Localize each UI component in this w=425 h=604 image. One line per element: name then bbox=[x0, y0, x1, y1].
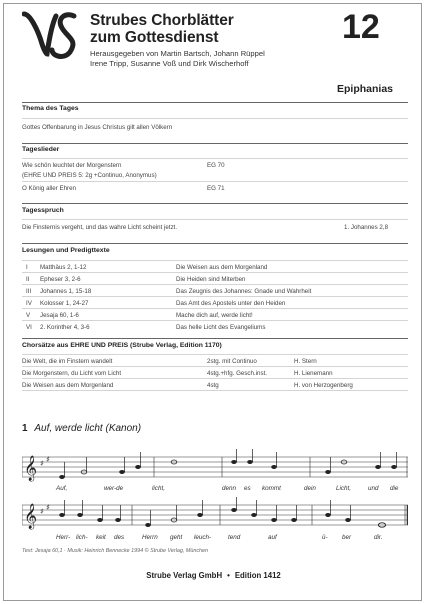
editors bbox=[90, 49, 350, 68]
row-divider bbox=[22, 272, 408, 273]
song-credit: Text: Jesaja 60,1 · Musik: Heinrich Bennecke 1994 © Strube Verlag, München bbox=[22, 548, 209, 554]
lesung-number: VI bbox=[26, 324, 32, 331]
chorsatz-voices: 2stg. mit Continuo bbox=[207, 358, 257, 365]
row-divider bbox=[22, 378, 408, 379]
section-divider bbox=[22, 143, 408, 144]
lyric-syllable: auf bbox=[268, 534, 277, 541]
tagesspruch-text: Die Finsternis vergeht, und das wahre Licht scheint jetzt. bbox=[22, 224, 178, 231]
lyric-syllable: und bbox=[368, 485, 379, 492]
tageslieder-heading: Tageslieder bbox=[22, 146, 60, 153]
title-line-1: Strubes Chorblätter bbox=[90, 12, 234, 29]
chorsatz-title: Die Welt, die im Finstern wandelt bbox=[22, 358, 113, 365]
chorblatt-page bbox=[3, 3, 422, 601]
row-divider bbox=[22, 219, 408, 220]
publisher-name: Strube Verlag GmbH bbox=[146, 571, 223, 580]
chorsatz-title: Die Weisen aus dem Morgenland bbox=[22, 382, 114, 389]
lyric-syllable: wer-de bbox=[104, 485, 124, 492]
row-divider bbox=[22, 260, 408, 261]
svg-text:𝄞: 𝄞 bbox=[24, 456, 38, 481]
lyric-syllable: ü- bbox=[322, 534, 328, 541]
section-divider bbox=[22, 243, 408, 244]
issue-number: 12 bbox=[342, 8, 380, 46]
tagesspruch-heading: Tagesspruch bbox=[22, 207, 64, 214]
lyric-syllable: denn bbox=[222, 485, 237, 492]
lesung-description: Die Heiden sind Miterben bbox=[176, 276, 246, 283]
tagesspruch-ref: 1. Johannes 2,8 bbox=[344, 224, 389, 231]
row-divider bbox=[22, 308, 408, 309]
tageslied-text: O König aller Ehren bbox=[22, 185, 76, 192]
lesung-reference: Jesaja 60, 1-6 bbox=[40, 312, 79, 319]
row-divider bbox=[22, 181, 408, 182]
edition-number: Edition 1412 bbox=[234, 571, 281, 580]
song-title: Auf, werde licht (Kanon) bbox=[34, 423, 142, 434]
row-divider bbox=[22, 390, 408, 391]
lyric-syllable: dir. bbox=[374, 534, 383, 541]
lesung-description: Das helle Licht des Evangeliums bbox=[176, 324, 266, 331]
lesung-number: II bbox=[26, 276, 30, 283]
lyric-syllable: ber bbox=[342, 534, 352, 541]
lesung-reference: Matthäus 2, 1-12 bbox=[40, 264, 87, 271]
song-number: 1 bbox=[22, 423, 28, 434]
chorsaetze-heading: Chorsätze aus EHRE UND PREIS (Strube Verlag, Edition 1170) bbox=[22, 342, 222, 349]
editors-line-2: Irene Tripp, Susanne Voß und Dirk Wischerhoff bbox=[90, 58, 249, 68]
lyric-syllable: es bbox=[244, 485, 251, 492]
lyric-syllable: Licht, bbox=[336, 485, 352, 492]
title-line-2: zum Gottesdienst bbox=[90, 29, 219, 46]
chorsatz-composer: H. von Herzogenberg bbox=[294, 382, 353, 389]
lyrics-line-2 bbox=[22, 534, 408, 544]
footer bbox=[4, 571, 423, 580]
section-divider bbox=[22, 203, 408, 204]
row-divider bbox=[22, 354, 408, 355]
lyric-syllable: Herr- bbox=[56, 534, 71, 541]
lesung-number: V bbox=[26, 312, 31, 319]
chorsatz-voices: 4stg.+hfg. Gesch.inst. bbox=[207, 370, 268, 377]
tageslied-text: Wie schön leuchtet der Morgenstern bbox=[22, 162, 122, 169]
section-divider bbox=[22, 102, 408, 103]
lyric-syllable: lich- bbox=[76, 534, 88, 541]
lesung-number: I bbox=[26, 264, 28, 271]
lesung-description: Das Zeugnis des Johannes: Gnade und Wahrheit bbox=[176, 288, 312, 295]
lyrics-line-1 bbox=[22, 485, 408, 495]
lesung-description: Die Weisen aus dem Morgenland bbox=[176, 264, 268, 271]
lyric-syllable: tend bbox=[228, 534, 241, 541]
music-staff-2 bbox=[22, 497, 408, 537]
lesung-reference: Kolosser 1, 24-27 bbox=[40, 300, 89, 307]
lyric-syllable: des bbox=[114, 534, 125, 541]
music-staff-1 bbox=[22, 449, 408, 489]
lesung-number: III bbox=[26, 288, 32, 295]
lesung-number: IV bbox=[26, 300, 32, 307]
row-divider bbox=[22, 296, 408, 297]
chorsatz-title: Die Morgenstern, du Licht vom Licht bbox=[22, 370, 122, 377]
lyric-syllable: dein bbox=[304, 485, 316, 492]
lesungen-heading: Lesungen und Predigttexte bbox=[22, 247, 110, 254]
lyric-syllable: geht bbox=[170, 534, 183, 541]
lesung-reference: 2. Korinther 4, 3-6 bbox=[40, 324, 90, 331]
tageslied-ref: EG 71 bbox=[207, 185, 225, 192]
song-heading bbox=[22, 423, 141, 434]
chorsatz-voices: 4stg bbox=[207, 382, 219, 389]
occasion-title: Epiphanias bbox=[336, 83, 393, 95]
lesung-reference: Johannes 1, 15-18 bbox=[40, 288, 92, 295]
lyric-syllable: licht, bbox=[152, 485, 165, 492]
svg-text:𝄞: 𝄞 bbox=[24, 504, 38, 529]
tageslied-text: (EHRE UND PREIS 5: 2g +Continuo, Anonymus) bbox=[22, 172, 157, 179]
chorsatz-composer: H. Stern bbox=[294, 358, 317, 365]
row-divider bbox=[22, 284, 408, 285]
svg-text:♯: ♯ bbox=[40, 459, 44, 468]
lyric-syllable: Herrn bbox=[142, 534, 158, 541]
lyric-syllable: leuch- bbox=[194, 534, 212, 541]
row-divider bbox=[22, 320, 408, 321]
row-divider bbox=[22, 366, 408, 367]
lyric-syllable: Auf, bbox=[56, 485, 68, 492]
lesung-description: Mache dich auf, werde licht! bbox=[176, 312, 253, 319]
row-divider bbox=[22, 158, 408, 159]
publication-title bbox=[90, 12, 234, 46]
editors-line-1: Herausgegeben von Martin Bartsch, Johann Rüppel bbox=[90, 49, 265, 58]
svg-text:♯: ♯ bbox=[46, 503, 50, 512]
thema-heading: Thema des Tages bbox=[22, 105, 79, 112]
chorsatz-composer: H. Lienemann bbox=[294, 370, 333, 377]
lyric-syllable: die bbox=[390, 485, 399, 492]
svg-text:♯: ♯ bbox=[40, 507, 44, 516]
strube-logo-icon bbox=[22, 10, 80, 60]
svg-text:♯: ♯ bbox=[46, 455, 50, 464]
section-divider bbox=[22, 338, 408, 339]
row-divider bbox=[22, 118, 408, 119]
thema-text: Gottes Offenbarung in Jesus Christus gilt allen Völkern bbox=[22, 124, 173, 131]
lesung-reference: Epheser 3, 2-6 bbox=[40, 276, 81, 283]
lyric-syllable: keit bbox=[96, 534, 106, 541]
lyric-syllable: kommt bbox=[262, 485, 281, 492]
tageslied-ref: EG 70 bbox=[207, 162, 225, 169]
lesung-description: Das Amt des Apostels unter den Heiden bbox=[176, 300, 286, 307]
footer-separator: • bbox=[227, 571, 230, 580]
